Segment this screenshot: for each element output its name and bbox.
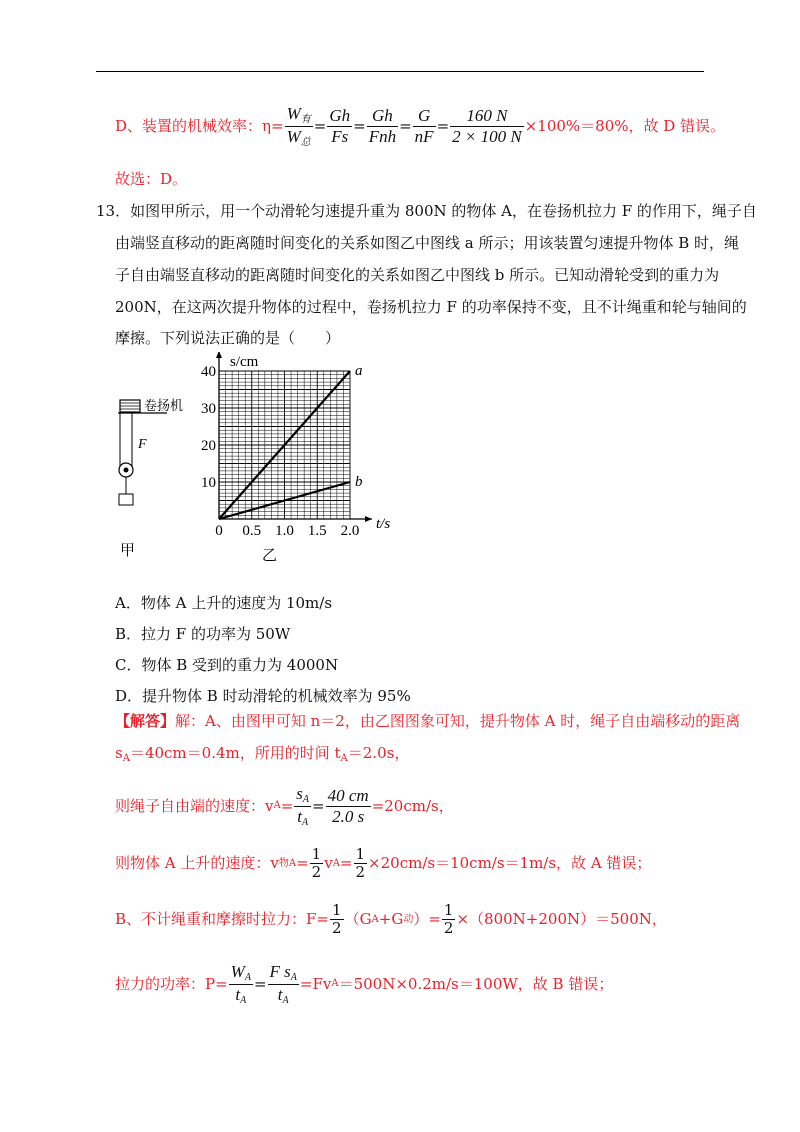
d-efficiency-line: D、装置的机械效率：η= $\frac{W_有}{W_总}$ = $\frac{Gh}{Fs}$ = $\frac{Gh}{\text{Fnh}}$ = $\frac{G}{nF}$ = $\frac{160 N}{2 \times 100 N}$ ×100%＝80%，故 D 错误。 [115, 104, 726, 148]
answer-line-2: $s_A=40cm=0.4m$，所用的时间 $t_A=2.0s$， [115, 744, 410, 764]
series-label-a: a [355, 363, 363, 379]
question-13-line-2: 由端竖直移动的距离随时间变化的关系如图乙中图线 a 所示；用该装置匀速提升物体 B 时，绳 [115, 234, 740, 252]
fraction-40cm-over-2s: $\frac{40 cm}{2.0 s}$ [327, 785, 369, 826]
x-tick-label: 0 [215, 523, 223, 539]
fraction-one-half: $\frac{1}{2}$ [311, 845, 322, 882]
caption-yi: 乙 [262, 548, 278, 564]
fraction-one-half-2: $\frac{1}{2}$ [355, 845, 366, 882]
fraction-one-half-4: $\frac{1}{2}$ [443, 901, 454, 938]
x-axis-label: t/s [376, 516, 391, 532]
y-tick-label: 10 [201, 475, 216, 491]
answer-line-1: 【解答】解：A、由图甲可知 n＝2，由乙图图象可知，提升物体 A 时，绳子自由端移动的距离 [115, 712, 741, 730]
y-tick-label: 40 [201, 364, 216, 380]
option-b: B．拉力 F 的功率为 50W [115, 625, 291, 643]
speed-equation: 则绳子自由端的速度：v A = $\frac{s_A}{t_A}$ = $\frac{40 cm}{2.0 s}$ =20cm/s， [115, 784, 454, 828]
fraction-w-useful-over-w-total: $\frac{W_有}{W_总}$ [286, 104, 311, 148]
y-tick-label: 20 [201, 438, 216, 454]
x-tick-label: 0.5 [242, 523, 262, 539]
caption-jia: 甲 [120, 543, 136, 559]
header-rule [96, 71, 704, 72]
y-axis-arrow [216, 352, 222, 358]
question-13-line-4: 200N，在这两次提升物体的过程中，卷扬机拉力 F 的功率保持不变，且不计绳重和轮与轴间的 [115, 298, 747, 316]
fraction-g-over-nf: $\frac{G}{nF}$ [414, 105, 434, 146]
x-tick-label: 1.0 [275, 523, 294, 539]
winch-label: 卷扬机 [144, 398, 184, 413]
figure-yi-chart [190, 352, 410, 567]
tension-equation: B、不计绳重和摩擦时拉力：F= $\frac{1}{2}$ （G A +G 动 ）= $\frac{1}{2}$ ×（800N+200N）＝500N， [115, 901, 667, 938]
series-label-b: b [355, 474, 363, 490]
fraction-wa-over-ta: $\frac{W_A}{t_A}$ [230, 962, 251, 1006]
fraction-one-half-3: $\frac{1}{2}$ [332, 901, 342, 938]
load-block [119, 494, 133, 505]
fraction-gh-over-fnh: $\frac{Gh}{\text{Fnh}}$ [368, 105, 397, 146]
rise-speed-equation: 则物体 A 上升的速度：v 物A = $\frac{1}{2}$ v A = $\frac{1}{2}$ ×20cm/s＝10cm/s＝1m/s，故 A 错误； [115, 845, 652, 882]
y-tick-label: 30 [201, 401, 216, 417]
question-13-line-5: 摩擦。下列说法正确的是（ ） [115, 329, 341, 347]
question-13-line-1: 13．如图甲所示，用一个动滑轮匀速提升重为 800N 的物体 A，在卷扬机拉力 F 的作用下，绳子自 [96, 202, 757, 220]
x-tick-label: 1.5 [307, 523, 327, 539]
fraction-160-over-200: $\frac{160 N}{2 \times 100 N}$ [452, 105, 522, 146]
option-a: A．物体 A 上升的速度为 10m/s [115, 594, 333, 612]
x-tick-label: 2.0 [340, 523, 360, 539]
question-13-line-3: 子自由端竖直移动的距离随时间变化的关系如图乙中图线 b 所示。已知动滑轮受到的重力为 [115, 266, 720, 284]
answer-tag: 【解答】 [115, 712, 176, 730]
fraction-fsa-over-ta: $\frac{F s_A}{t_A}$ [269, 962, 297, 1006]
choose-answer: 故选：D。 [115, 170, 188, 188]
x-axis-arrow [365, 516, 372, 522]
option-c: C．物体 B 受到的重力为 4000N [115, 656, 339, 674]
fraction-s-over-t: $\frac{s_A}{t_A}$ [296, 784, 310, 828]
force-label: F [138, 437, 147, 452]
option-d: D．提升物体 B 时动滑轮的机械效率为 95% [115, 687, 411, 705]
y-axis-label: s/cm [230, 354, 259, 370]
fraction-gh-over-fs: $\frac{Gh}{Fs}$ [329, 105, 351, 146]
power-equation: 拉力的功率：P= $\frac{W_A}{t_A}$ = $\frac{F s_A}{t_A}$ =Fv A ＝500N×0.2m/s＝100W，故 B 错误； [115, 962, 614, 1006]
